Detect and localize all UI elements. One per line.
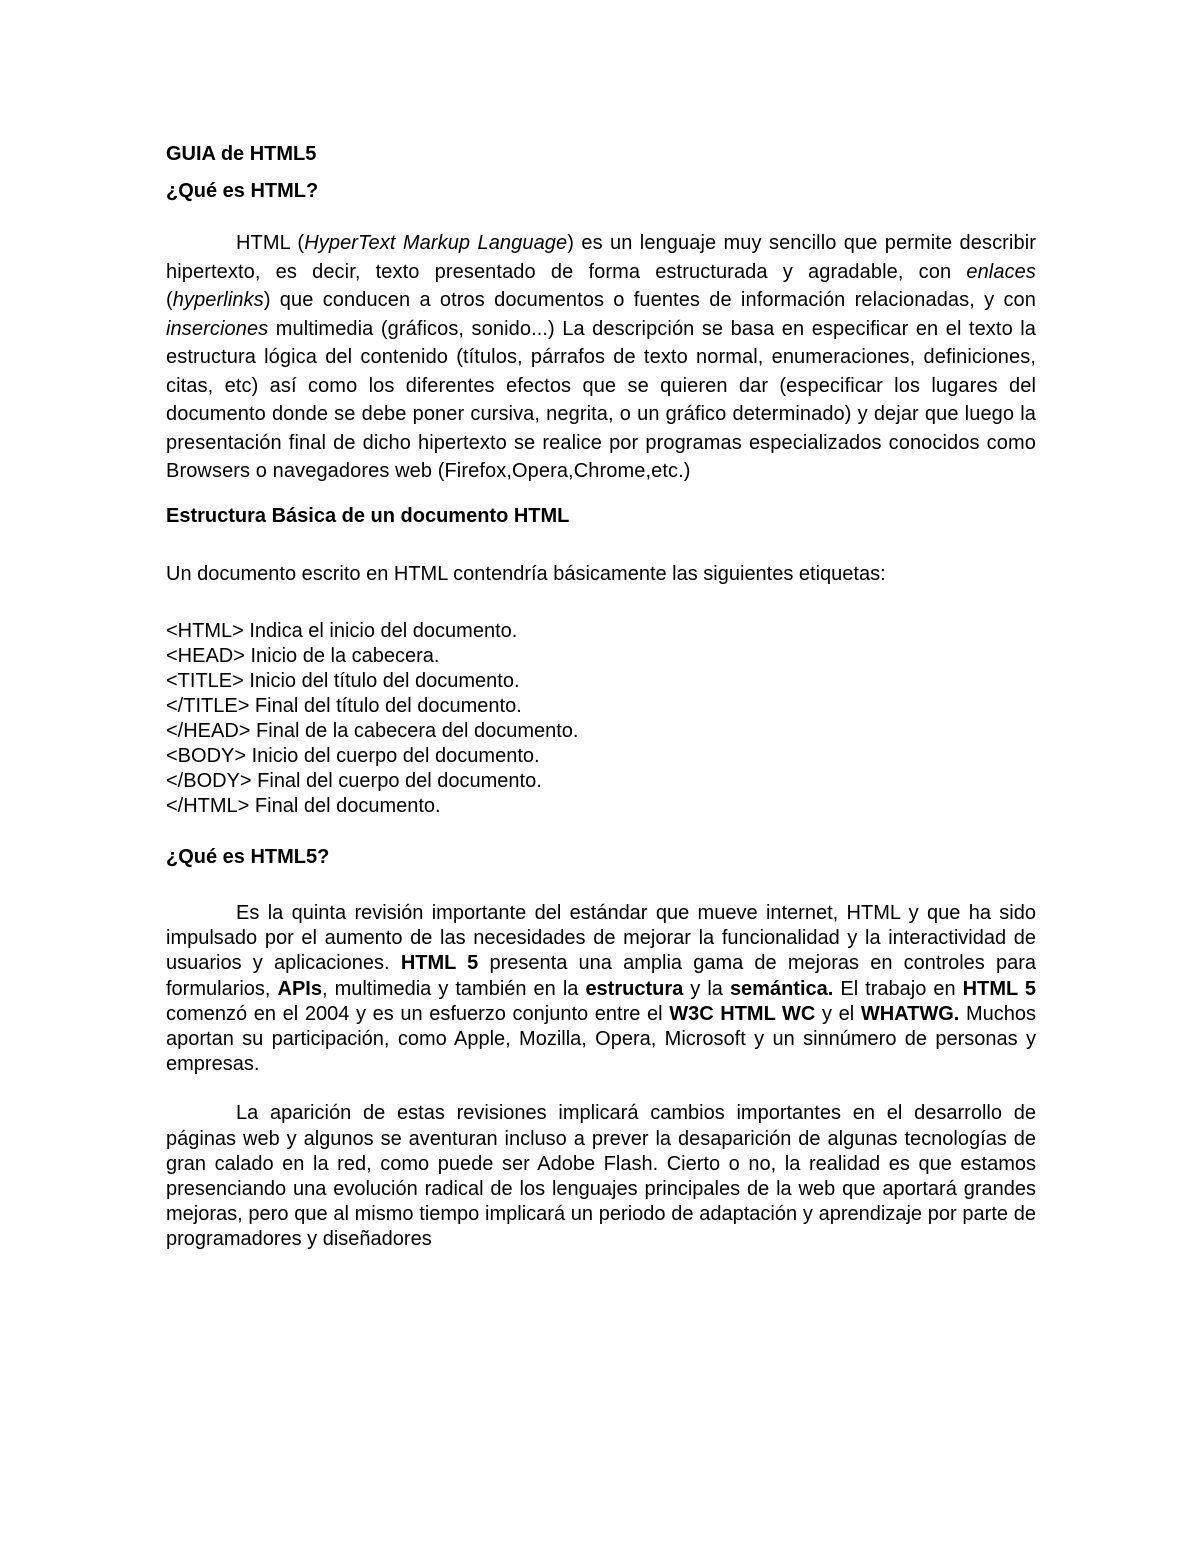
tag-list-item: <HTML> Indica el inicio del documento. — [166, 619, 518, 642]
spacer — [166, 871, 1036, 901]
document-title: GUIA de HTML5 — [166, 143, 317, 165]
italic-run: HyperText Markup Language — [304, 232, 568, 254]
paragraph-html5-description — [166, 901, 1036, 1077]
tag-list-item: <BODY> Inicio del cuerpo del documento. — [166, 744, 540, 767]
bold-run: HTML 5 — [400, 952, 479, 975]
text-run: presenta una amplia gama de mejoras en controles para formularios, — [166, 952, 1037, 1000]
paragraph-html-definition — [166, 229, 1036, 486]
text-run: Es la quinta revisión importante del estándar que mueve internet, HTML y que ha sido impulsado por el aumento de las necesidades de mejorar la funcionalidad y la interactividad de usuarios y aplicaciones. — [166, 902, 1036, 975]
paragraph-structure-intro: Un documento escrito en HTML contendría básicamente las siguientes etiquetas: — [166, 563, 886, 585]
heading-basic-structure: Estructura Básica de un documento HTML — [166, 504, 570, 527]
tag-list — [166, 619, 1036, 819]
paragraph-html5-impact: La aparición de estas revisiones implicará cambios importantes en el desarrollo de páginas web y algunos se aventuran incluso a prever la desaparición de algunas tecnologías de gran calado en la red, como puede ser Adobe Flash. Cierto o no, la realidad es que estamos presenciando una evolución radical de los lenguajes principales de la web que aportará grandes mejoras, pero que al mismo tiempo implicará un periodo de adaptación y aprendizaje por parte de programadores y diseñadores — [166, 1102, 1036, 1251]
italic-run: hyperlinks — [172, 289, 264, 311]
text-run: ( — [166, 289, 173, 311]
text-run: y la — [683, 977, 730, 1000]
tag-list-item: </HTML> Final del documento. — [166, 794, 441, 817]
tag-list-item: <TITLE> Inicio del título del documento. — [166, 669, 520, 692]
text-run: multimedia (gráficos, sonido...) La descripción se basa en especificar en el texto la estructura lógica del contenido (títulos, párrafos de texto normal, enumeraciones, definiciones, citas, etc) así como los diferentes efectos que se quieren dar (especificar los lugares del documento donde se debe poner cursiva, negrita, o un gráfico determinado) y dejar que luego la presentación final de dicho hipertexto se realice por programas especializados conocidos como Browsers o navegadores web (Firefox,Opera,Chrome,etc.) — [166, 317, 1036, 482]
tag-list-item: </BODY> Final del cuerpo del documento. — [166, 769, 542, 792]
text-run: Muchos aportan su participación, como Apple, Mozilla, Opera, Microsoft y un sinnúmero de personas y empresas. — [166, 1002, 1036, 1076]
spacer — [166, 1077, 1036, 1101]
text-run: HTML ( — [236, 232, 305, 254]
italic-run: enlaces — [966, 260, 1036, 283]
heading-what-is-html: ¿Qué es HTML? — [166, 179, 319, 202]
tag-list-item: <HEAD> Inicio de la cabecera. — [166, 644, 440, 667]
bold-run: APIs — [277, 977, 322, 1000]
text-run: y el — [815, 1002, 861, 1025]
bold-run: W3C HTML WC — [669, 1002, 816, 1025]
document-body — [166, 140, 1036, 1253]
text-run: El trabajo en — [833, 977, 963, 1000]
bold-run: HTML 5 — [962, 977, 1037, 1000]
text-run: , multimedia y también en la — [321, 977, 586, 1000]
text-run: ) que conducen a otros documentos o fuentes de información relacionadas, y con — [263, 289, 1036, 311]
heading-what-is-html5: ¿Qué es HTML5? — [166, 845, 330, 868]
spacer — [166, 819, 1036, 843]
bold-run: estructura — [585, 977, 684, 1000]
spacer — [166, 589, 1036, 619]
spacer — [166, 486, 1036, 502]
tag-list-item: </TITLE> Final del título del documento. — [166, 694, 522, 717]
spacer — [166, 530, 1036, 560]
tag-list-item: </HEAD> Final de la cabecera del documento. — [166, 719, 579, 742]
italic-run: inserciones — [166, 317, 269, 340]
bold-run: WHATWG. — [860, 1002, 960, 1025]
bold-run: semántica. — [729, 977, 834, 1000]
text-run: comenzó en el 2004 y es un esfuerzo conjunto entre el — [166, 1002, 670, 1025]
text-run: ) es un lenguaje muy sencillo que permite describir hipertexto, es decir, texto presentado de forma estructurada y agradable, con — [166, 232, 1036, 283]
